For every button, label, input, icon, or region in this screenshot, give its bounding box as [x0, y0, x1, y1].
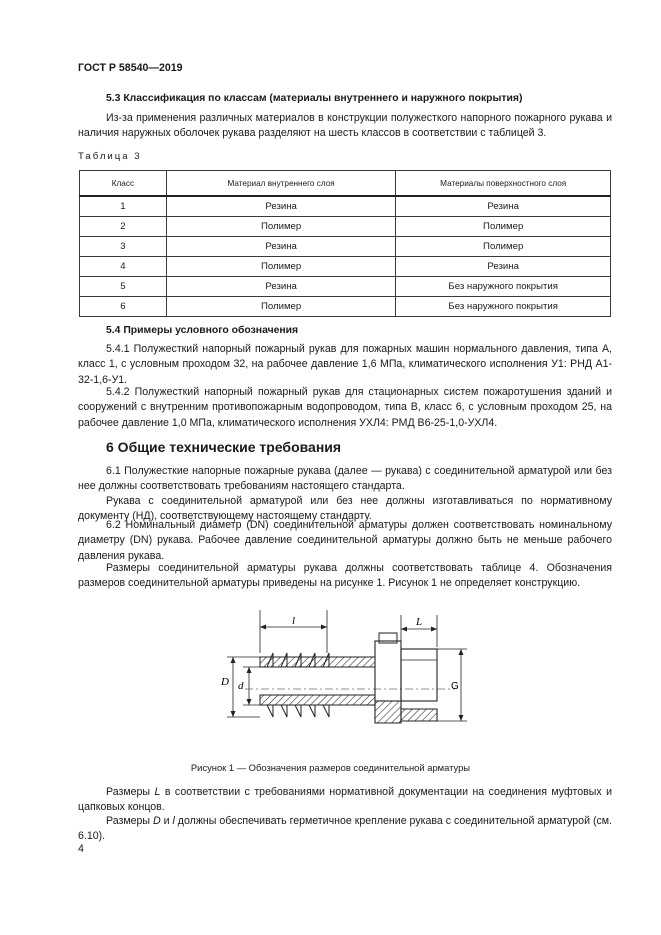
- section-6-2-text-2: Размеры соединительной арматуры рукава должны соответствовать таблице 4. Обозначения размеров соединительной арматуры приведены на рисунке 1. Рисунок 1 не определяет конструкцию.: [78, 562, 612, 590]
- dimension-L-text: [78, 785, 612, 816]
- table-row: [80, 297, 611, 317]
- dim-label-l: l: [292, 615, 296, 627]
- table-cell: Резина: [166, 237, 396, 257]
- figure-1-drawing: [205, 605, 495, 735]
- table-row: [80, 217, 611, 237]
- table-cell: Без наружного покрытия: [396, 297, 611, 317]
- table-cell: 5: [80, 277, 167, 297]
- table-cell: 3: [80, 237, 167, 257]
- table-cell: 4: [80, 257, 167, 277]
- table-3: [79, 170, 611, 317]
- table-cell: Резина: [166, 196, 396, 217]
- table-cell: Полимер: [166, 257, 396, 277]
- table-cell: Без наружного покрытия: [396, 277, 611, 297]
- table-row: [80, 237, 611, 257]
- section-6-1-text: 6.1 Полужесткие напорные пожарные рукава (далее — рукава) с соединительной арматурой или без нее должны соответствовать требованиям настоящего стандарта.: [78, 465, 612, 493]
- table-cell: 2: [80, 217, 167, 237]
- var-L: L: [154, 786, 161, 798]
- text-span: Размеры: [106, 786, 155, 798]
- table-cell: Резина: [396, 196, 611, 217]
- dim-label-d: d: [238, 680, 244, 692]
- section-6-title: 6 Общие технические требования: [106, 439, 342, 455]
- table-row: [80, 277, 611, 297]
- page-number: 4: [78, 843, 84, 855]
- table-header-cell: Материал внутреннего слоя: [166, 171, 396, 197]
- section-5-4-1-text: 5.4.1 Полужесткий напорный пожарный рукав для пожарных машин нормального давления, типа А, класс 1, с условным проходом 32, на рабочее давление 1,6 МПа, климатического исполнения У1: РНД А1-32-1,6-У1.: [78, 343, 612, 386]
- dim-label-G: G: [451, 681, 459, 692]
- var-l: l: [172, 815, 175, 827]
- table-header-cell: Класс: [80, 171, 167, 197]
- table-cell: Полимер: [396, 237, 611, 257]
- text-span: должны обеспечивать герметичное крепление рукава с соединительной арматурой (см. 6.10).: [78, 815, 612, 843]
- table-row: [80, 196, 611, 217]
- var-D: D: [152, 815, 161, 827]
- table-cell: 6: [80, 297, 167, 317]
- text-span: Размеры: [106, 815, 153, 827]
- standard-header: ГОСТ Р 58540—2019: [78, 62, 183, 74]
- table-3-caption: Таблица 3: [78, 151, 142, 162]
- dimension-D-l-text: [78, 814, 612, 845]
- dim-label-L: L: [416, 616, 423, 628]
- table-cell: Полимер: [396, 217, 611, 237]
- table-cell: Резина: [166, 277, 396, 297]
- table-header-cell: Материалы поверхностного слоя: [396, 171, 611, 197]
- section-6-2-text: 6.2 Номинальный диаметр (DN) соединительной арматуры должен соответствовать номинальному диаметру (DN) рукава. Рабочее давление соединительной арматуры должно быть не меньше рабочего давления рукава.: [78, 519, 612, 562]
- section-5-4-title: 5.4 Примеры условного обозначения: [106, 325, 299, 336]
- text-span: в соответствии с требованиями нормативной документации на соединения муфтовых и цапковых концов.: [78, 786, 613, 814]
- table-header-row: [80, 171, 611, 197]
- figure-1-caption: Рисунок 1 — Обозначения размеров соединительной арматуры: [190, 762, 471, 773]
- text-span: и: [160, 815, 173, 827]
- table-cell: Полимер: [166, 297, 396, 317]
- dim-label-D: D: [221, 676, 229, 688]
- section-5-4-2-text: 5.4.2 Полужесткий напорный пожарный рукав для стационарных систем пожаротушения зданий и сооружений с внутренним противопожарным водопроводом, типа В, класс 6, с условным проходом 25, на рабочее давление 1,0 МПа, климатического исполнения УХЛ4: РМД В6-25-1,0-УХЛ4.: [78, 386, 612, 429]
- table-row: [80, 257, 611, 277]
- table-cell: Полимер: [166, 217, 396, 237]
- table-cell: 1: [80, 196, 167, 217]
- section-5-3-title: 5.3 Классификация по классам (материалы внутреннего и наружного покрытия): [106, 93, 523, 104]
- section-5-3-text: Из-за применения различных материалов в конструкции полужесткого напорного пожарного рукава и наличия наружных оболочек рукава разделяют на шесть классов в соответствии с таблицей 3.: [78, 112, 612, 140]
- table-cell: Резина: [396, 257, 611, 277]
- section-6-1-text-2: Рукава с соединительной арматурой или без нее должны изготавливаться по нормативному документу (НД), соответствующему настоящему стандарту.: [78, 495, 612, 523]
